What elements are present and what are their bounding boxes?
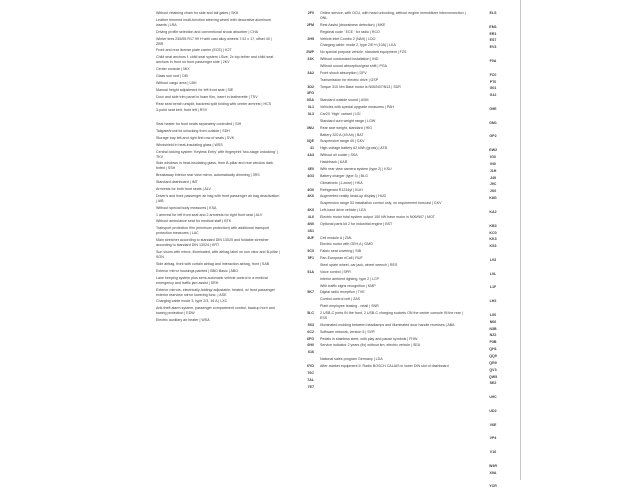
option-description: Rear axle weight, standard | HIG — [320, 125, 373, 130]
option-code: J1H — [489, 168, 497, 173]
option-code: 5C0 — [307, 249, 314, 254]
description-line: Seat heater for front seats separately controlled | SIH — [156, 122, 242, 127]
option-code: KA2 — [489, 209, 497, 214]
option-code-spacer — [470, 114, 516, 119]
option-description: Climatronic (1-zone) | HKA — [320, 180, 363, 185]
option-description — [320, 350, 468, 355]
option-code: 6FG — [307, 336, 314, 341]
description-line: Child seat anchors f. child seat system i-Size, 2x top tether and child seat anchors in front on front passenger side | 2KV — [156, 55, 274, 65]
description-line: Without retaining chain for side and tail gates | SK8 — [156, 11, 238, 15]
option-description: Refrigerant R1234yf | KUH — [320, 187, 363, 192]
code-description-row — [288, 139, 468, 144]
option-code: QW5 — [488, 374, 498, 379]
option-description: Pan-European eCall | RUF — [320, 256, 363, 261]
option-description: Transmission for electric drive | GSP — [320, 77, 379, 82]
option-code: 3QE — [306, 139, 314, 144]
option-code: 51A — [307, 269, 314, 274]
code-description-row — [288, 263, 468, 268]
code-description-row — [288, 174, 468, 179]
option-code: QH1 — [489, 347, 497, 352]
option-code: 41 — [310, 146, 314, 151]
description-line: Armrests for both front seats | ALV — [156, 186, 211, 191]
option-code: ELS — [489, 11, 497, 15]
option-description: Without customized installation | IND — [320, 57, 379, 62]
option-code: VP4 — [489, 436, 497, 441]
option-code: 4E0 — [307, 166, 314, 171]
option-description: Augmented reality head-up display | HUD — [320, 194, 387, 199]
option-description: Rest Assist (drowsiness detection) | MKE — [320, 22, 386, 27]
code-description-row — [288, 277, 468, 282]
option-code — [288, 30, 320, 35]
code-description-row — [288, 350, 468, 355]
code-description-row — [288, 98, 468, 103]
description-line: Driving profile selection and conventional shock absorber | CHA — [156, 29, 259, 34]
option-code: 4S1 — [307, 228, 314, 233]
option-description: Plant employee leasing - retail | SNR — [320, 304, 379, 309]
option-description: Control control unit | ZAS — [320, 297, 361, 302]
option-code: 3FG — [307, 91, 314, 96]
code-description-row — [288, 64, 468, 69]
option-description: With rear view camera system (type 2) | KSU — [320, 166, 392, 171]
option-code-spacer — [470, 66, 516, 71]
option-code — [288, 297, 320, 302]
option-code: EM1 — [489, 24, 497, 29]
option-description — [320, 371, 468, 376]
column-divider-rule — [520, 0, 521, 480]
option-code: GW2 — [488, 148, 498, 153]
option-code: KK3 — [489, 237, 497, 242]
option-code-spacer — [470, 443, 516, 448]
option-code: LH2 — [489, 299, 497, 304]
code-description-row — [288, 311, 468, 321]
description-line: Winter tires 235/55 R17 99 H with cast alloy wheels 7.5J x 17, offset 40 | ZBR — [156, 36, 272, 46]
option-description: Interior ambient lighting, type 2 | LCP — [320, 276, 380, 281]
option-description: Left-hand drive vehicle | LEA — [320, 208, 366, 213]
option-description — [320, 91, 468, 96]
description-line: Manual height adjustment for left front seat | SIE — [156, 87, 234, 92]
option-code-spacer — [470, 265, 516, 270]
option-code: X9A — [489, 470, 497, 475]
description-line: Front and rear license plate carrier (ECE) | K2T — [156, 48, 232, 53]
code-description-row — [288, 146, 468, 151]
code-description-row — [288, 242, 468, 247]
option-code: FC0 — [489, 72, 497, 77]
description-line: Driver's and front passenger air bag with front passenger air bag deactivation | AIB — [156, 193, 280, 203]
option-code: N3B — [489, 326, 497, 331]
option-code: P3B — [489, 340, 497, 345]
option-code: 3NU — [306, 125, 314, 130]
option-code: J9C — [489, 182, 497, 187]
description-line-blank — [156, 115, 280, 120]
option-code: JX0 — [489, 189, 497, 194]
option-code: 7AL — [307, 377, 314, 382]
code-description-row — [288, 378, 468, 383]
option-code: G01 — [489, 86, 497, 91]
option-code-spacer — [470, 416, 516, 421]
description-line: Storage tray left and right first row of seats | SVK — [156, 135, 235, 140]
code-description-row — [288, 30, 468, 35]
option-code: GM1 — [489, 120, 497, 125]
option-code: 3GA — [306, 98, 314, 103]
option-code: GP2 — [489, 134, 497, 139]
option-code: 2FM — [306, 22, 314, 27]
option-description: Standard outside sound | ASM — [320, 98, 369, 103]
description-line: Charging cable mode 3, type 2/3, 16 A | LXC — [156, 299, 228, 304]
option-description: 2 USB-C ports IN the front, 2 USB-C charging sockets ON the center console IN the rear | ESS — [320, 310, 463, 320]
option-code — [288, 242, 320, 247]
description-line: Windshield in heat-insulating glass | WSS — [156, 142, 223, 147]
option-code: 4UF — [307, 235, 314, 240]
option-code: SE2 — [489, 381, 497, 386]
description-line: Side airbag, front with curtain airbag and interaction airbag, front | SAB — [156, 261, 270, 266]
code-description-row — [288, 112, 468, 117]
option-code — [288, 64, 320, 69]
code-description-row — [288, 337, 468, 342]
option-code — [288, 78, 320, 83]
option-description: Cell module A | ZML — [320, 235, 353, 240]
option-description: Front shock absorption | DFV — [320, 70, 367, 75]
code-description-row — [288, 160, 468, 165]
description-line: Electric auxiliary air heater | WSA — [156, 318, 210, 323]
description-line: Main stretcher according to standard DIN 13025 and foldable stretcher according to standard DIN 13024 | KRT — [156, 238, 269, 248]
option-description: Digital radio reception | TVE — [320, 290, 365, 295]
option-description: Hatchback | KAR — [320, 160, 348, 165]
option-code — [288, 284, 320, 289]
option-code-spacer — [470, 251, 516, 256]
code-description-row — [288, 181, 468, 186]
code-description-row — [288, 249, 468, 254]
option-code: 5F1 — [307, 256, 314, 261]
code-description-row — [288, 23, 468, 28]
option-code: 5K7 — [307, 290, 314, 295]
option-code-spacer — [470, 402, 516, 407]
option-code: L03 — [489, 257, 497, 262]
description-line: Rear seat bench unsplit, backrest split folding with center armrest | HCS — [156, 101, 272, 106]
description-line: Standard dashboard | IMT — [156, 180, 198, 185]
description-line: Center console | MIX — [156, 67, 190, 72]
code-description-row — [288, 50, 468, 55]
option-description: Standard curb weight range | LGW — [320, 118, 376, 123]
option-code: W4R — [489, 463, 497, 468]
option-code: 616 — [308, 350, 314, 355]
option-description: Pedals in stainless steel, with play and pause symbols | FHW — [320, 336, 418, 341]
description-line: Exterior mirrors, electrically-folding/ adjustable, heated, w/ front passenger exterior rearview mirror lowering func. | ASE — [156, 287, 275, 297]
code-description-row — [288, 57, 468, 62]
option-description: Suspension range 53 installation control only, no requirement forecast | GKV — [320, 201, 442, 206]
option-code: 4A3 — [307, 153, 314, 158]
description-line: Anti-theft alarm system, passenger compartment control, backup horn and towing protection | EDW — [156, 306, 275, 316]
code-description-row — [288, 357, 468, 362]
code-description-row — [288, 91, 468, 96]
option-code — [288, 263, 320, 268]
option-code: 3L1 — [307, 105, 314, 110]
code-description-row — [288, 43, 468, 48]
code-description-row — [288, 85, 468, 90]
option-description: With traffic signs recognition | KMP — [320, 283, 376, 288]
option-code-spacer — [470, 100, 516, 105]
option-code-spacer — [470, 128, 516, 133]
option-code: 2WP — [306, 50, 314, 55]
option-code: 76C — [307, 370, 314, 375]
code-description-row — [288, 236, 468, 241]
option-code — [288, 119, 320, 124]
code-description-row — [288, 270, 468, 275]
option-code: G9E — [489, 107, 497, 112]
option-code: KB3 — [489, 223, 497, 228]
option-code: 6H0 — [307, 343, 314, 348]
option-code: 6YD — [307, 364, 314, 368]
option-code: 2F0 — [307, 11, 314, 15]
option-code: 4G0 — [307, 187, 314, 192]
option-code: PT0 — [489, 79, 497, 84]
code-description-row — [288, 385, 468, 390]
option-code — [288, 133, 320, 138]
option-description — [320, 385, 468, 390]
option-description: Suspension range 49 | GKV — [320, 139, 365, 144]
option-description: Fabric seat covering | SIB — [320, 249, 362, 254]
option-code: 5LC — [307, 310, 314, 315]
option-code: G12 — [489, 93, 497, 98]
option-code — [288, 160, 320, 165]
option-code: IG0 — [490, 155, 496, 160]
code-description-row — [288, 167, 468, 172]
option-code: 2H5 — [307, 36, 314, 41]
description-line: Side windows in heat-insulating glass, from B-pillar and rear window dark tinted | SSH — [156, 161, 273, 171]
option-code: V16 — [489, 450, 497, 454]
option-code — [288, 201, 320, 206]
option-code-spacer — [470, 18, 516, 23]
option-code: ES7 — [489, 38, 497, 43]
option-description: Electric motor total system output 150 kW base motor is N06/N07 | MOT — [320, 214, 435, 219]
option-description: Online service, with OCU, with head unlcoding, without engine immobilizer interconnection | ONL — [320, 11, 466, 21]
option-description: Car2X 'High' variant | LGI — [320, 112, 361, 117]
description-line: Central locking system 'Keyless Entry' with fingerprint 'two-stage unlocking' | TKV — [156, 149, 278, 159]
code-description-row — [288, 126, 468, 131]
code-description-row — [288, 188, 468, 193]
option-code: 4N0 — [307, 221, 314, 226]
description-line: Without cargo area | LBH — [156, 80, 197, 85]
option-code: 4L6 — [307, 214, 314, 219]
option-code: 7E7 — [307, 384, 314, 389]
equipment-description-column — [156, 11, 280, 325]
option-description: Regional code ' ECE ' for radio | RCO — [320, 29, 380, 34]
option-code: F0A — [489, 59, 497, 64]
code-description-row — [288, 297, 468, 302]
option-description: Optional parts kit 2 for industrial engine | BST — [320, 221, 393, 226]
option-code-spacer — [470, 306, 516, 311]
option-description: No special purpose vehicle, standard equipment | FZS — [320, 50, 407, 55]
option-description: Illuminated molding between headlamps and illuminated door handle recesses | ABA — [320, 322, 455, 327]
option-description: High-voltage battery 62 kWh (gross) | ATB — [320, 146, 387, 151]
option-code: IN0 — [490, 161, 496, 166]
code-description-row — [288, 71, 468, 76]
option-description — [320, 378, 468, 383]
description-line: Breakaway interior rear view mirror, automatically dimming | 3RS — [156, 173, 260, 178]
option-code: ER1 — [489, 31, 497, 36]
description-line: Transport protection film (minimum protection) with additional transport protection measures | LAC — [156, 226, 270, 236]
option-description: Vehicles with special upgrade measures | PAH — [320, 105, 394, 110]
option-description: Electric motor with GEH,A | GMO — [320, 242, 373, 247]
option-code: N06 — [489, 319, 497, 324]
option-description: Without oil cooler | SKA — [320, 153, 358, 158]
code-description-row — [288, 229, 468, 234]
option-code: EV3 — [489, 45, 497, 50]
option-description: Vehicle inlet Combo 2 (NA9) | LDO — [320, 36, 376, 41]
option-code: QR9 — [489, 360, 497, 365]
option-code: 4K0 — [307, 208, 314, 213]
option-code — [288, 181, 320, 186]
option-description: Steel spare wheel, car jack, wheel wrench | RES — [320, 262, 398, 267]
option-code: 5X3 — [307, 322, 314, 327]
code-description-row — [288, 284, 468, 289]
option-code-spacer — [470, 141, 516, 146]
option-code-column — [470, 11, 516, 491]
option-code: U9C — [489, 395, 497, 400]
code-description-row — [288, 290, 468, 295]
description-line: Leather trimmed multi-function steering wheel with decorative aluminum inserts | LRA — [156, 17, 271, 27]
description-line: Lane keeping system plus semi-automatic vehicle control in a medical emergency and traffic jam assist | SRH — [156, 275, 268, 285]
option-code: NZ2 — [489, 333, 497, 338]
code-description-row — [288, 133, 468, 138]
description-line: 1 armrest for left front seat and 2 armrests for right front seat | ALV — [156, 212, 263, 217]
code-description-row — [288, 343, 468, 348]
option-description: Service indicator 2 years (fix) without km, electric vehicle | SEA — [320, 343, 421, 348]
code-description-row — [288, 330, 468, 335]
option-description: Charging cable: mode 2, type 2/E+f (10A) | LKA — [320, 43, 396, 48]
option-code: 6C2 — [307, 329, 314, 334]
option-code — [288, 43, 320, 48]
option-code: KS3 — [489, 244, 497, 249]
option-code — [288, 357, 320, 362]
option-code-spacer — [470, 203, 516, 208]
option-code-spacer — [470, 429, 516, 434]
option-code-spacer — [470, 457, 516, 462]
option-description: Without sound absorption/gear shift | PGA — [320, 64, 388, 69]
option-code: LX0 — [489, 312, 497, 317]
description-line: Exterior mirror housings painted | BBO Basic | ABO — [156, 268, 239, 273]
option-description: Battery charger (type 3) | BLG — [320, 173, 368, 178]
code-description-row — [288, 119, 468, 124]
description-line: Door and side trim panel in foam film, insert in leatherette | TSV — [156, 94, 258, 99]
option-description: National sales program Germany | LDA — [320, 357, 383, 362]
code-description-row — [288, 201, 468, 206]
option-description: Battery 320 A (49 Ah) | BAT — [320, 132, 364, 137]
option-description: Voice control | SPR — [320, 269, 351, 274]
option-code: QQ9 — [489, 353, 497, 358]
option-code: QV3 — [489, 367, 497, 372]
option-code-spacer — [470, 279, 516, 284]
code-description-row — [288, 304, 468, 309]
option-code: V6E — [489, 422, 497, 427]
option-description: Software network, version 5 | SVR — [320, 329, 375, 334]
option-description: After-market equipment II: Radio BOSCH CALAIS in lower DIN slot of dashboard — [320, 364, 449, 368]
option-code-spacer — [470, 292, 516, 297]
option-code — [288, 304, 320, 309]
option-code: KC0 — [489, 230, 497, 235]
option-code-spacer — [470, 52, 516, 57]
code-description-row — [288, 208, 468, 213]
code-description-column — [288, 11, 468, 391]
description-line: Tailgate/trunk lid unlocking from outside | SDH — [156, 128, 230, 133]
option-code: 4G3 — [307, 173, 314, 178]
code-description-row — [288, 222, 468, 227]
option-code: 31K — [307, 57, 314, 62]
option-code — [288, 277, 320, 282]
option-code: 3A2 — [307, 70, 314, 75]
code-description-row — [288, 153, 468, 158]
option-description: Torque 310 Nm Base motor is N06/N07/N13 | SDR — [320, 84, 401, 89]
code-description-row — [288, 256, 468, 261]
option-code: L1F — [489, 285, 497, 290]
option-code: L0L — [489, 271, 497, 276]
description-line: 3-point seat belt, front left | RSV — [156, 108, 208, 113]
option-code: 3D2 — [307, 84, 314, 89]
option-code: YCR — [489, 484, 497, 489]
option-code: 4K6 — [307, 194, 314, 199]
option-description — [320, 229, 468, 234]
code-description-row — [288, 37, 468, 42]
code-description-row — [288, 371, 468, 376]
description-line: Without special body measures | KSA — [156, 205, 217, 210]
code-description-row — [288, 215, 468, 220]
option-code: J49 — [490, 175, 496, 180]
option-code-spacer — [470, 217, 516, 222]
description-line: Without ambulance seat for medical staff | BTK — [156, 219, 232, 224]
code-description-row — [288, 78, 468, 83]
code-description-row — [288, 105, 468, 110]
option-code: K8G — [489, 196, 497, 201]
description-line: Sun visors with mirror, illuminated, with airbag label on sun visor and B-pillar | SON — [156, 250, 280, 260]
option-code: UD2 — [489, 408, 497, 413]
code-description-row — [288, 364, 468, 369]
code-description-row — [288, 194, 468, 199]
option-code: 3L3 — [307, 112, 314, 117]
code-description-row — [288, 11, 468, 21]
option-code-spacer — [470, 388, 516, 393]
description-line: Glass sun roof | DEI — [156, 74, 189, 79]
code-description-row — [288, 323, 468, 328]
